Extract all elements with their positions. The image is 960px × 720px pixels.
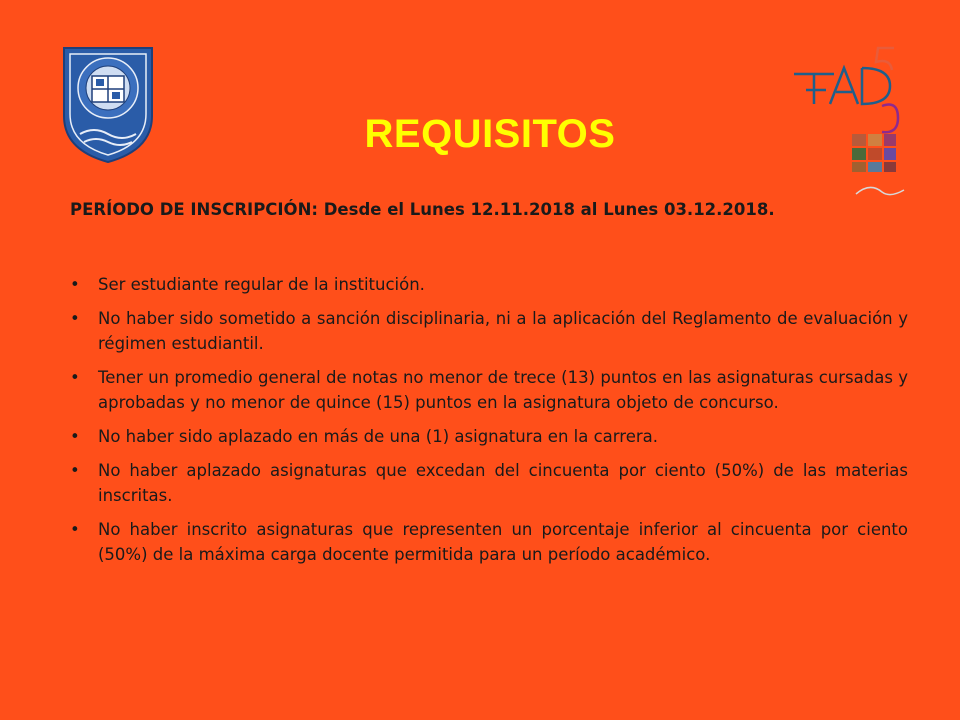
registration-period xyxy=(70,200,850,219)
bullet-icon: • xyxy=(70,427,80,446)
list-item xyxy=(70,458,908,508)
registration-period-label: PERÍODO DE INSCRIPCIÓN: xyxy=(70,200,318,219)
list-item xyxy=(70,365,908,415)
requirement-text: No haber sido aplazado en más de una (1) asignatura en la carrera. xyxy=(98,427,658,446)
bullet-icon: • xyxy=(70,309,80,328)
list-item xyxy=(70,424,908,449)
list-item xyxy=(70,517,908,567)
requirements-list xyxy=(70,272,908,576)
bullet-icon: • xyxy=(70,368,80,387)
requirement-text: Ser estudiante regular de la institución. xyxy=(98,275,425,294)
list-item xyxy=(70,272,908,297)
requirement-text: No haber sido sometido a sanción disciplinaria, ni a la aplicación del Reglamento de evaluación y régimen estudiantil. xyxy=(98,309,908,353)
requirement-text: Tener un promedio general de notas no menor de trece (13) puntos en las asignaturas cursadas y aprobadas y no menor de quince (15) puntos en la asignatura objeto de concurso. xyxy=(98,368,908,412)
bullet-icon: • xyxy=(70,275,80,294)
requirement-text: No haber inscrito asignaturas que representen un porcentaje inferior al cincuenta por ciento (50%) de la máxima carga docente permitida para un período académico. xyxy=(98,520,908,564)
bullet-icon: • xyxy=(70,461,80,480)
requirement-text: No haber aplazado asignaturas que excedan del cincuenta por ciento (50%) de las materias inscritas. xyxy=(98,461,908,505)
list-item xyxy=(70,306,908,356)
bullet-icon: • xyxy=(70,520,80,539)
page-title: REQUISITOS xyxy=(364,112,616,156)
registration-period-dates: Desde el Lunes 12.11.2018 al Lunes 03.12.2018. xyxy=(323,200,775,219)
